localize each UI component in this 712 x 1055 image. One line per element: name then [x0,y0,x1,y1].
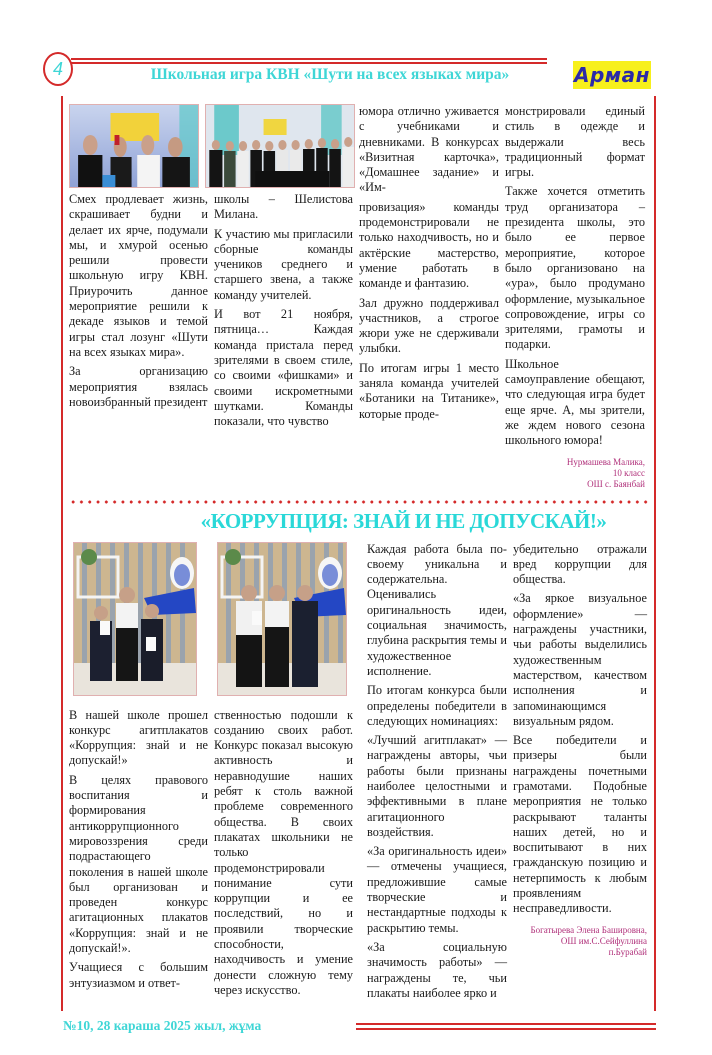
article2-column-4 [513,542,647,917]
article-title-corruption: «КОРРУПЦИЯ: ЗНАЙ И НЕ ДОПУСКАЙ!» [200,508,607,533]
page-header [0,0,712,96]
paragraph: В целях правового воспитания и формирования антикоррупционного мировоззрения среди подрастающего поколения в нашей школе был организован и проведен конкурс агитационных плакатов «Коррупция: знай и не допускай!». [69,772,208,955]
article1-column-1 [69,192,208,433]
article2-column-4-block [513,542,647,958]
anticorruption-winners-photo-2 [217,542,347,696]
photo-illustration-icon [218,543,346,695]
article1-column-3 [359,104,499,426]
footer-rule [356,1028,656,1030]
article2-column-1 [69,708,208,1003]
author-school: ОШ им.С.Сейфуллина [560,935,647,946]
paragraph: «За социальную значимость работы» — награждены те, чьи плакаты наиболее ярко и [367,939,507,1000]
article1-column-4 [505,104,645,449]
footer-rules [356,1023,656,1033]
article2-column-3 [367,542,507,1006]
dotted-divider [69,500,648,504]
newspaper-logo: Арман [574,63,650,87]
paragraph: монстрировали единый стиль в одежде и выдержали весь традиционный формат игры. [505,104,645,180]
paragraph: Также хочется отметить труд организатора – президента школы, это было ее первое мероприятие, которое было организовано на «ура», было продумано оформление, музыкальное сопровождение, игры со зрителями, грамоты и подарки. [505,184,645,352]
article1-signature [505,457,645,490]
author-class: 10 класс [612,467,645,478]
paragraph: Каждая работа была по-своему уникальна и содержательна. Оценивались оригинальность идеи, социальная значимость, глубина раскрытия темы и художественное исполнение. [367,541,507,678]
article1-frame [61,96,656,1011]
kvn-teachers-team-photo [69,104,199,188]
paragraph: Смех продлевает жизнь, скрашивает будни и делает их ярче, подумали мы, и хмурой осенью решили провести школьную игру КВН. Приурочить данное мероприятие решили к декаде языков и темой игры стал лозунг «Шути на всех языках мира». [69,192,208,359]
paragraph: К участию мы пригласили сборные команды учеников среднего и старшего звена, а также команду учителей. [214,226,353,302]
article1-column-2 [214,192,353,433]
paragraph: ственностью подошли к созданию своих работ. Конкурс показал высокую активность и неравнодушие наших ребят к столь важной проблеме современного общества. В своих плакатах школьники не только продемонстрировали понимание сути коррупции и ее последствий, но и проявили творческие способности, находчивость и умение донести сложную тему через искусство. [214,707,353,997]
article1-left-block [69,104,353,433]
paragraph: провизация» команды продемонстрировали не только находчивость, но и актёрские мастерство, умение работать в команде и фантазию. [359,199,499,291]
paragraph: По итогам игры 1 место заняла команда учителей «Ботаники на Титанике», которые проде- [359,360,499,421]
article-title-kvn: Школьная игра КВН «Шути на всех языках мира» [150,66,510,83]
author-name: Нурмашева Малика, [566,456,645,467]
paragraph: По итогам конкурса были определены победители в следующих номинациях: [367,683,507,728]
issue-info: №10, 28 караша 2025 жыл, жұма [63,1018,262,1034]
photo-illustration-icon [70,105,198,187]
paragraph: За организацию мероприятия взялась новоизбранный президент [69,364,208,409]
author-location: п.Бурабай [608,946,647,957]
author-name: Богатырева Элена Башировна, [530,924,647,935]
paragraph: Школьное самоуправление обещают, что следующая игра будет еще ярче. А, мы зрители, же ждем нового сезона школьного юмора! [505,356,645,448]
photo-illustration-icon [74,543,196,695]
footer-rule [356,1023,656,1025]
paragraph: Все победители и призеры были награждены почетными грамотами. Подобные мероприятия не только раскрывают таланты наших детей, но и воспитывают в них гражданскую позицию и нетерпимость к любым проявлениям несправедливости. [513,733,647,916]
article1-column-4-block [505,104,645,490]
kvn-students-group-photo [205,104,355,188]
page-number: 4 [43,52,73,86]
page-footer [63,1017,656,1035]
anticorruption-winners-photo-1 [73,542,197,696]
photo-illustration-icon [206,105,354,187]
paragraph: школы – Шелистова Милана. [214,192,353,222]
paragraph: убедительно отражали вред коррупции для общества. [513,541,647,587]
paragraph: «За яркое визуальное оформление» — награждены участники, чьи работы выделились художественным мастерством, качеством исполнения и запоминающимся визуальным рядом. [513,591,647,728]
paragraph: «Лучший агитплакат» — награждены авторы, чьи работы были признаны наиболее целостными и эффективными в плане агитационного воздействия. [367,733,507,839]
paragraph: «За оригинальность идеи» — отмечены учащиеся, предложившие самые творческие и нестандартные подходы к раскрытию темы. [367,844,507,935]
article2-signature [513,925,647,958]
paragraph: И вот 21 ноября, пятница… Каждая команда пристала перед зрителями в своем стиле, со своими «фишками» и своими искрометными шутками. Команды показали, что чувство [214,307,353,429]
header-rule [71,58,547,60]
article2-left-block [69,542,353,1003]
header-rule [71,62,547,64]
paragraph: юмора отлично уживается с учебниками и дневниками. В конкурсах «Визитная карточка», «Домашнее задание» и «Им- [359,104,499,195]
paragraph: Учащиеся с большим энтузиазмом и ответ- [69,960,208,990]
article2-column-2 [214,708,353,1003]
paragraph: В нашей школе прошел конкурс агитплакатов «Коррупция: знай и не допускай!» [69,707,208,768]
author-school: ОШ с. Баянбай [587,478,645,489]
paragraph: Зал дружно поддерживал участников, а строгое жюри уже не сдерживали улыбки. [359,295,499,356]
